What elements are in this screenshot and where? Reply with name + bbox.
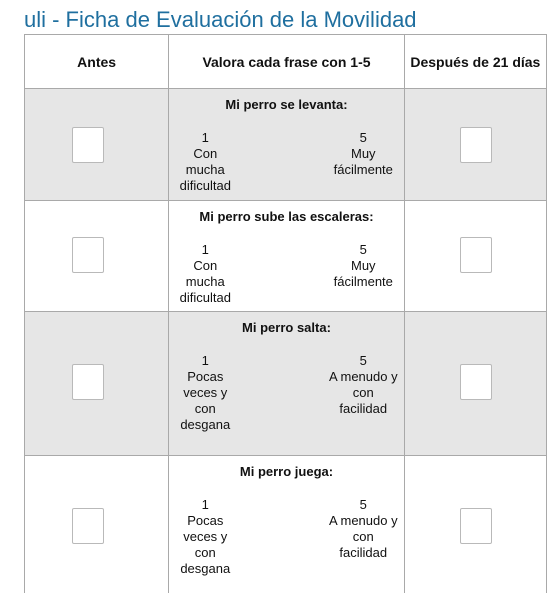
scale-max-label: A menudo y con facilidad <box>328 513 398 560</box>
after-score-input[interactable] <box>460 508 492 544</box>
scale-min-number: 1 <box>201 497 209 512</box>
before-cell <box>25 312 169 456</box>
after-score-input[interactable] <box>460 127 492 163</box>
after-cell <box>404 89 546 201</box>
after-score-input[interactable] <box>460 364 492 400</box>
header-before: Antes <box>25 35 169 89</box>
scale-min-number: 1 <box>201 130 209 145</box>
after-cell <box>404 312 546 456</box>
scale-min <box>175 497 235 577</box>
header-rating-instruction: Valora cada frase con 1-5 <box>169 35 404 89</box>
before-score-input[interactable] <box>72 508 104 544</box>
before-score-input[interactable] <box>72 127 104 163</box>
scale-max-number: 5 <box>359 497 367 512</box>
scale-max-number: 5 <box>359 242 367 257</box>
phrase-cell <box>169 89 404 201</box>
phrase-label: Mi perro se levanta: <box>225 97 348 112</box>
table-row <box>25 456 547 593</box>
phrase-label: Mi perro salta: <box>242 320 331 335</box>
scale-max-number: 5 <box>359 353 367 368</box>
scale-max-label: Muy fácilmente <box>333 146 393 177</box>
scale-max <box>327 242 399 290</box>
before-cell <box>25 456 169 593</box>
scale-min-label: Pocas veces y con desgana <box>180 513 231 576</box>
after-score-input[interactable] <box>460 237 492 273</box>
table-row <box>25 89 547 201</box>
phrase-cell <box>169 312 404 456</box>
scale-max <box>327 497 399 561</box>
page-title: uli - Ficha de Evaluación de la Movilidad <box>24 7 417 32</box>
header-after-21-days: Después de 21 días <box>404 35 546 89</box>
scale-max-label: Muy fácilmente <box>333 258 393 289</box>
before-cell <box>25 201 169 312</box>
phrase-label: Mi perro juega: <box>239 464 334 479</box>
scale-min-label: Pocas veces y con desgana <box>180 369 231 432</box>
scale-max-number: 5 <box>359 130 367 145</box>
phrase-cell <box>169 456 404 593</box>
before-score-input[interactable] <box>72 364 104 400</box>
scale-max <box>327 130 399 178</box>
evaluation-table <box>24 34 547 593</box>
table-row <box>25 312 547 456</box>
table-row <box>25 201 547 312</box>
scale-min-number: 1 <box>201 353 209 368</box>
scale-max-label: A menudo y con facilidad <box>328 369 398 416</box>
phrase-label: Mi perro sube las escaleras: <box>199 209 374 224</box>
phrase-cell <box>169 201 404 312</box>
scale-max <box>327 353 399 417</box>
scale-min-label: Con mucha dificultad <box>179 258 231 305</box>
scale-min <box>175 130 235 194</box>
scale-min <box>175 353 235 433</box>
before-score-input[interactable] <box>72 237 104 273</box>
scale-min <box>175 242 235 306</box>
scale-min-number: 1 <box>201 242 209 257</box>
before-cell <box>25 89 169 201</box>
table-header-row <box>25 35 547 89</box>
scale-min-label: Con mucha dificultad <box>179 146 231 193</box>
after-cell <box>404 456 546 593</box>
after-cell <box>404 201 546 312</box>
